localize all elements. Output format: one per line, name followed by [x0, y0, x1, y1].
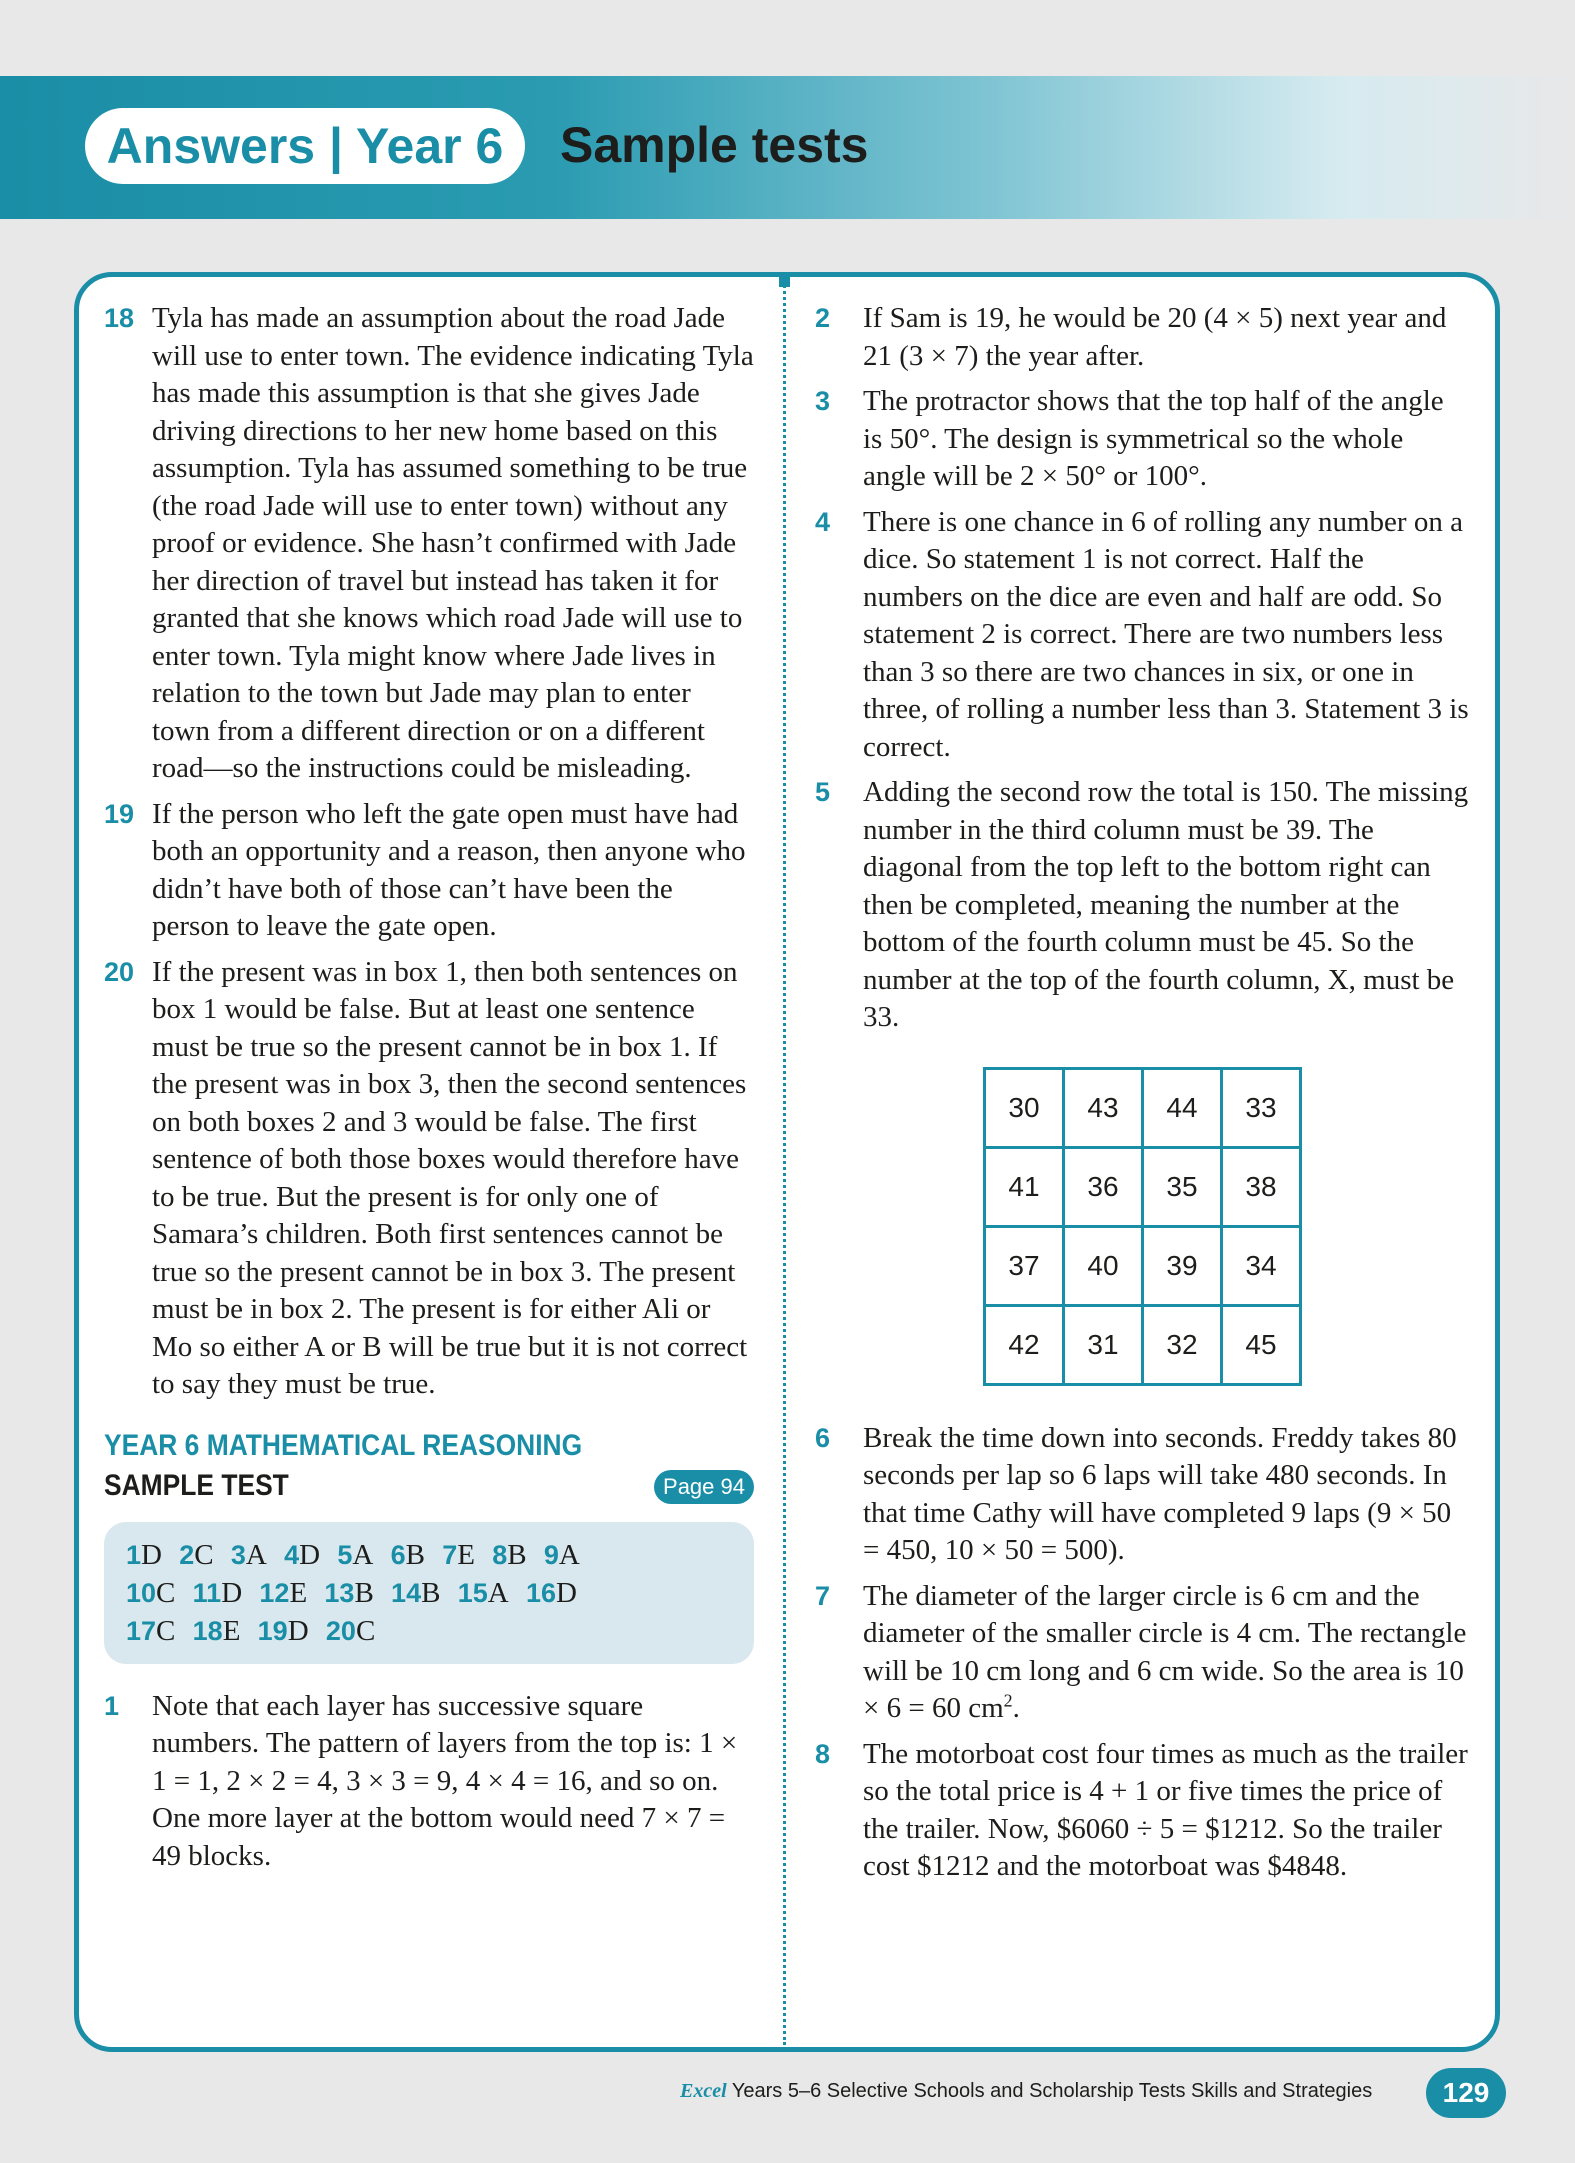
magic-square-table: [983, 1067, 1302, 1386]
magic-square-cell: 35: [1143, 1147, 1222, 1226]
answer-item-6: [815, 1420, 1470, 1570]
answer-key-number: 3: [230, 1539, 246, 1570]
page-header: [0, 76, 1575, 219]
answer-key-number: 15: [457, 1577, 488, 1608]
answer-key-entry: [259, 1577, 317, 1609]
magic-square-cell: 43: [1064, 1068, 1143, 1147]
item-text-tail: .: [1012, 1692, 1020, 1724]
answer-key-entry: [193, 1615, 251, 1647]
magic-square-cell: 36: [1064, 1147, 1143, 1226]
item-text: The protractor shows that the top half of the angle is 50°. The design is symmetrical so the whole angle will be 2 × 50° or 100°.: [863, 385, 1444, 492]
answer-key-letter: D: [287, 1614, 309, 1647]
item-number: 3: [815, 386, 831, 416]
answer-key-entry: [337, 1539, 383, 1571]
item-text: There is one chance in 6 of rolling any number on a dice. So statement 1 is not correct. Half the numbers on the dice are even and half are odd. So statement 2 is correct. There are two numbers less than 3 so there are two chances in six, or one in three, of rolling a number less than 3. Statement 3 is correct.: [863, 505, 1469, 763]
answer-item-2: [815, 300, 1470, 375]
header-label: Answers | Year 6: [106, 118, 504, 174]
section-title: YEAR 6 MATHEMATICAL REASONING: [104, 1428, 583, 1462]
answer-key-number: 18: [192, 1615, 223, 1646]
item-text: Break the time down into seconds. Freddy takes 80 seconds per lap so 6 laps will take 480 seconds. In that time Cathy will have completed 9 laps (9 × 50 = 450, 10 × 50 = 500).: [863, 1421, 1457, 1566]
magic-square-cell: 40: [1064, 1226, 1143, 1305]
answer-item-3: [815, 383, 1470, 496]
answer-key-number: 12: [259, 1577, 290, 1608]
item-number: 8: [815, 1738, 831, 1769]
item-number: 6: [815, 1422, 831, 1453]
answer-key-entry: [284, 1539, 330, 1571]
answer-item-19: [104, 796, 754, 946]
answer-key-number: 14: [391, 1577, 422, 1608]
page-reference-badge: Page 94: [654, 1470, 754, 1504]
answer-key-letter: B: [421, 1576, 441, 1609]
answer-key-entry: [179, 1539, 223, 1571]
magic-square-row: [985, 1068, 1301, 1147]
item-text: The diameter of the larger circle is 6 cm and the diameter of the smaller circle is 4 cm. The rectangle will be 10 cm long and 6 cm wide. So the area is 10 × 6 = 60 cm: [863, 1579, 1467, 1724]
answer-key-letter: E: [289, 1576, 308, 1609]
answer-key-number: 6: [390, 1539, 406, 1570]
magic-square-cell: 44: [1143, 1068, 1222, 1147]
item-number: 1: [104, 1690, 120, 1721]
answer-key-entry: [126, 1539, 172, 1571]
answer-key-letter: A: [352, 1538, 374, 1571]
answer-key-entry: [126, 1615, 185, 1647]
answer-item-8: [815, 1736, 1470, 1886]
footer-brand: Excel: [680, 2080, 727, 2102]
answer-key-letter: A: [245, 1538, 267, 1571]
answer-key-number: 9: [543, 1539, 559, 1570]
answer-key-box: [104, 1522, 754, 1664]
answer-key-letter: C: [194, 1538, 214, 1571]
answer-key-entry: [324, 1577, 383, 1609]
answer-key-letter: D: [299, 1538, 321, 1571]
item-superscript: 2: [1003, 1690, 1013, 1711]
answer-key-entry: [544, 1539, 590, 1571]
answer-key-entry: [258, 1615, 319, 1647]
magic-square-cell: 33: [1222, 1068, 1301, 1147]
answer-key-entry: [526, 1577, 587, 1609]
item-number: 4: [815, 506, 831, 537]
item-number: 19: [104, 798, 135, 829]
answer-key-letter: B: [507, 1538, 527, 1571]
answer-key-entry: [193, 1577, 253, 1609]
answer-key-number: 1: [126, 1539, 142, 1570]
item-text: If the present was in box 1, then both sentences on box 1 would be false. But at least one sentence must be true so the present cannot be in box 1. If the present was in box 3, then the second sentences on both boxes 2 and 3 would be false. The first sentence of both those boxes would therefore have to be true. But the present is for only one of Samara’s children. Both first sentences cannot be true so the present cannot be in box 3. The present must be in box 2. The present is for either Ali or Mo so either A or B will be true but it is not correct to say they must be true.: [152, 955, 748, 1400]
magic-square-cell: 39: [1143, 1226, 1222, 1305]
answer-key-letter: C: [355, 1614, 376, 1647]
page-number-badge: 129: [1426, 2068, 1506, 2118]
answer-key-letter: E: [457, 1538, 475, 1571]
answer-key-entry: [442, 1539, 485, 1571]
magic-square-cell: 30: [985, 1068, 1064, 1147]
item-number: 5: [815, 777, 831, 807]
answer-item-20: [104, 954, 754, 1404]
header-title: Sample tests: [560, 117, 869, 173]
answer-item-18: [104, 300, 754, 788]
answer-key-number: 13: [324, 1577, 355, 1608]
magic-square-cell: 32: [1143, 1305, 1222, 1384]
answer-key-entry: [126, 1577, 185, 1609]
answer-key-number: 7: [442, 1539, 458, 1570]
item-text: If the person who left the gate open must have had both an opportunity and a reason, then anyone who didn’t have both of those can’t have been the person to leave the gate open.: [152, 797, 746, 942]
answer-key-number: 11: [192, 1577, 222, 1608]
magic-square-cell: 38: [1222, 1147, 1301, 1226]
answer-key-entry: [391, 1577, 450, 1609]
magic-square-cell: 41: [985, 1147, 1064, 1226]
item-number: 2: [815, 303, 831, 333]
answer-key-number: 10: [126, 1577, 157, 1608]
answer-key-letter: A: [487, 1576, 509, 1609]
answer-key-entry: [458, 1577, 519, 1609]
answer-key-letter: D: [221, 1576, 243, 1609]
magic-square-cell: 34: [1222, 1226, 1301, 1305]
footer-text: Years 5–6 Selective Schools and Scholarship Tests Skills and Strategies: [726, 2080, 1373, 2102]
answer-key-letter: D: [141, 1538, 162, 1571]
answer-key-entry: [391, 1539, 435, 1571]
section-subtitle-row: [104, 1466, 754, 1508]
answer-key-letter: B: [405, 1538, 425, 1571]
magic-square-cell: 31: [1064, 1305, 1143, 1384]
answer-key-letter: D: [555, 1576, 577, 1609]
answer-key-number: 17: [126, 1615, 157, 1646]
magic-square-cell: 37: [985, 1226, 1064, 1305]
item-number: 7: [815, 1580, 831, 1611]
answer-key-entry: [326, 1615, 385, 1647]
item-number: 20: [104, 956, 135, 987]
header-label-pill: [85, 108, 525, 184]
item-text: If Sam is 19, he would be 20 (4 × 5) next year and 21 (3 × 7) the year after.: [863, 302, 1447, 372]
page-footer: [680, 2080, 1410, 2103]
column-divider: [783, 280, 786, 2045]
answer-item-4: [815, 504, 1470, 767]
item-text: The motorboat cost four times as much as the trailer so the total price is 4 + 1 or five times the price of the trailer. Now, $6060 ÷ 5 = $1212. So the trailer cost $1212 and the motorboat was $4848.: [863, 1737, 1468, 1882]
answer-item-7: [815, 1578, 1470, 1728]
magic-square-row: [985, 1147, 1301, 1226]
answer-key-letter: B: [354, 1576, 374, 1609]
answer-item-5: [815, 774, 1470, 1037]
magic-square-cell: 42: [985, 1305, 1064, 1384]
answer-key-entry: [492, 1539, 536, 1571]
right-column: [815, 300, 1470, 1894]
answer-key-letter: A: [558, 1538, 580, 1571]
answer-key-number: 16: [525, 1577, 556, 1608]
divider-marker: [779, 276, 790, 287]
magic-square-row: [985, 1226, 1301, 1305]
item-text: Note that each layer has successive square numbers. The pattern of layers from the top is: 1 × 1 = 1, 2 × 2 = 4, 3 × 3 = 9, 4 × 4 = 16, and so on. One more layer at the bottom would need 7 × 7 = 49 blocks.: [152, 1689, 738, 1872]
answer-key-number: 2: [179, 1539, 195, 1570]
answer-key-number: 4: [284, 1539, 300, 1570]
left-column: [104, 300, 754, 1883]
item-text: Adding the second row the total is 150. The missing number in the third column must be 39. The diagonal from the top left to the bottom right can then be completed, meaning the number at the bottom of the fourth column must be 45. So the number at the top of the fourth column, X, must be 33.: [863, 776, 1469, 1033]
section-subtitle: SAMPLE TEST: [104, 1468, 289, 1502]
answer-key-number: 19: [257, 1615, 288, 1646]
magic-square-cell: 45: [1222, 1305, 1301, 1384]
answer-key-number: 5: [337, 1539, 353, 1570]
answer-key-letter: C: [156, 1576, 176, 1609]
answer-key-number: 20: [325, 1615, 356, 1646]
item-text: Tyla has made an assumption about the road Jade will use to enter town. The evidence indicating Tyla has made this assumption is that she gives Jade driving directions to her new home based on this assumption. Tyla has assumed something to be true (the road Jade will use to enter town) without any proof or evidence. She hasn’t confirmed with Jade her direction of travel but instead has taken it for granted that she knows which road Jade will use to enter town. Tyla might know where Jade lives in relation to the town but Jade may plan to enter town from a different direction or on a different road—so the instructions could be misleading.: [152, 302, 754, 784]
answer-key-number: 8: [492, 1539, 508, 1570]
answer-item-1: [104, 1688, 754, 1876]
answer-key-letter: C: [156, 1614, 176, 1647]
answer-key-entry: [231, 1539, 277, 1571]
item-number: 18: [104, 303, 135, 333]
answer-key-letter: E: [222, 1614, 241, 1647]
magic-square-row: [985, 1305, 1301, 1384]
